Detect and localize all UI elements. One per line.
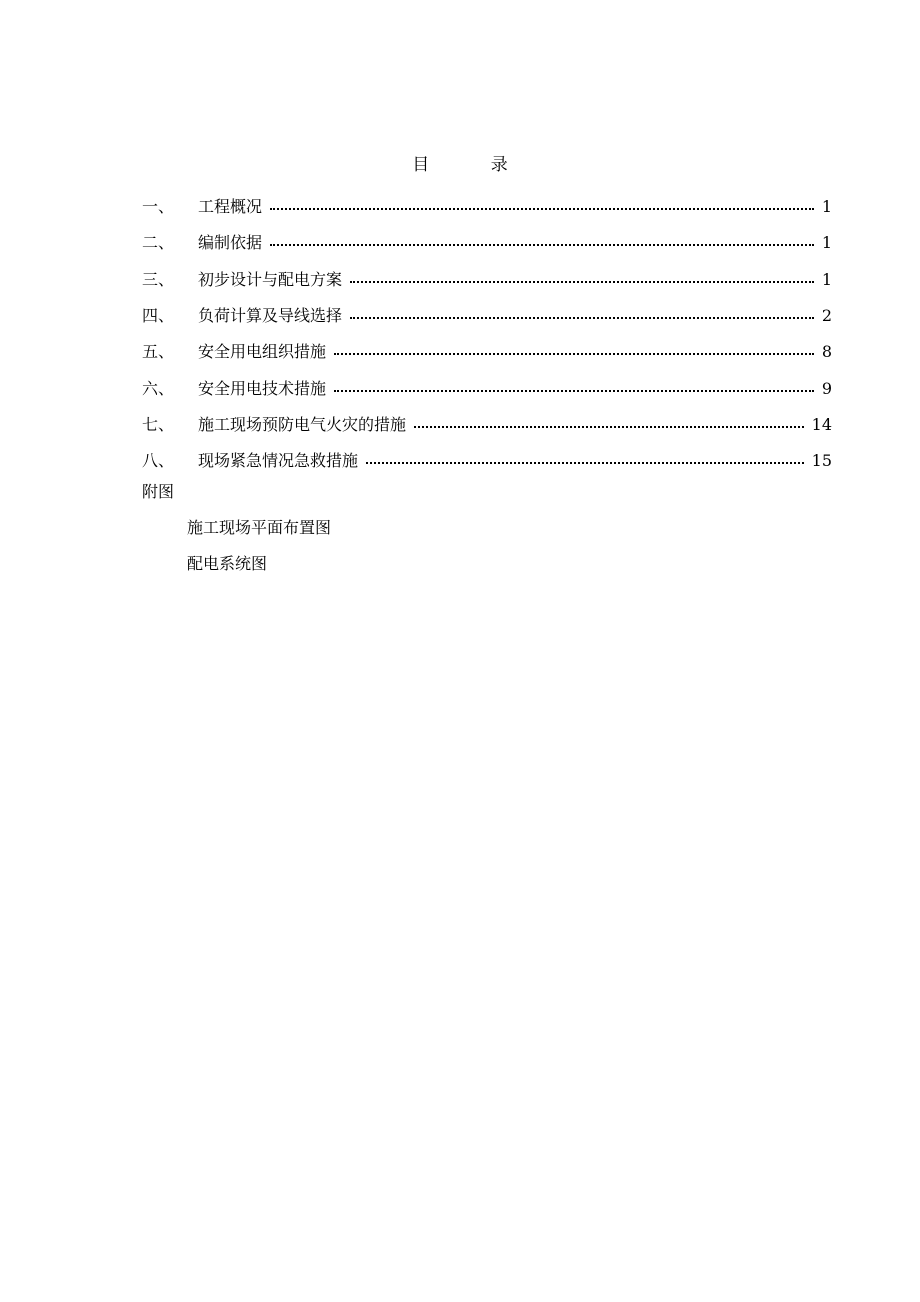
toc-entry[interactable] (142, 443, 832, 479)
toc-entry[interactable] (142, 334, 832, 370)
toc-entry[interactable] (142, 370, 832, 406)
appendix-item-distribution-diagram[interactable]: 配电系统图 (187, 554, 268, 574)
toc-entry-number: 七、 (142, 414, 175, 434)
toc-entry-label: 负荷计算及导线选择 (198, 306, 343, 326)
toc-entry-number: 三、 (142, 269, 175, 289)
toc-entry[interactable] (142, 189, 832, 225)
toc-entry-label: 编制依据 (198, 233, 263, 253)
toc-entry[interactable] (142, 225, 832, 261)
toc-leader-dots (334, 340, 814, 364)
toc-entry-page: 1 (821, 233, 832, 253)
toc-leader-dots (350, 304, 814, 328)
toc-leader-dots (366, 449, 804, 473)
toc-entry-page: 8 (821, 342, 832, 362)
appendix-list (187, 516, 331, 589)
toc-entry-page: 1 (821, 269, 832, 289)
toc-title: 目 录 (412, 155, 536, 175)
toc-leader-dots (414, 413, 804, 437)
toc-leader-dots (350, 268, 814, 292)
toc-entry-number: 八、 (142, 451, 175, 471)
toc-entry-page: 15 (811, 451, 832, 471)
toc-entry-number: 六、 (142, 378, 175, 398)
toc-entry[interactable] (142, 262, 832, 298)
toc-leader-dots (334, 377, 814, 401)
toc-entry-label: 施工现场预防电气火灾的措施 (198, 414, 407, 434)
appendix-heading: 附图 (142, 482, 175, 501)
toc-entry-number: 二、 (142, 233, 175, 253)
toc-entry-number: 五、 (142, 342, 175, 362)
toc-entry[interactable] (142, 407, 832, 443)
toc-entry-page: 2 (821, 306, 832, 326)
toc-entry-page: 9 (821, 378, 832, 398)
appendix-item-site-layout[interactable]: 施工现场平面布置图 (187, 518, 332, 537)
toc-entry-label: 工程概况 (198, 197, 263, 217)
toc-entry-number: 一、 (142, 197, 175, 217)
toc-entry-label: 安全用电组织措施 (198, 342, 327, 362)
toc-leader-dots (270, 195, 814, 219)
toc-entry-page: 14 (811, 414, 832, 434)
toc-entry-label: 现场紧急情况急救措施 (198, 451, 359, 471)
toc-entry-label: 安全用电技术措施 (198, 378, 327, 398)
toc-entry-label: 初步设计与配电方案 (198, 269, 343, 289)
toc-entry-number: 四、 (142, 306, 175, 326)
toc-entry[interactable] (142, 298, 832, 334)
toc-list (142, 189, 832, 479)
toc-leader-dots (270, 231, 814, 255)
toc-entry-page: 1 (821, 197, 832, 217)
